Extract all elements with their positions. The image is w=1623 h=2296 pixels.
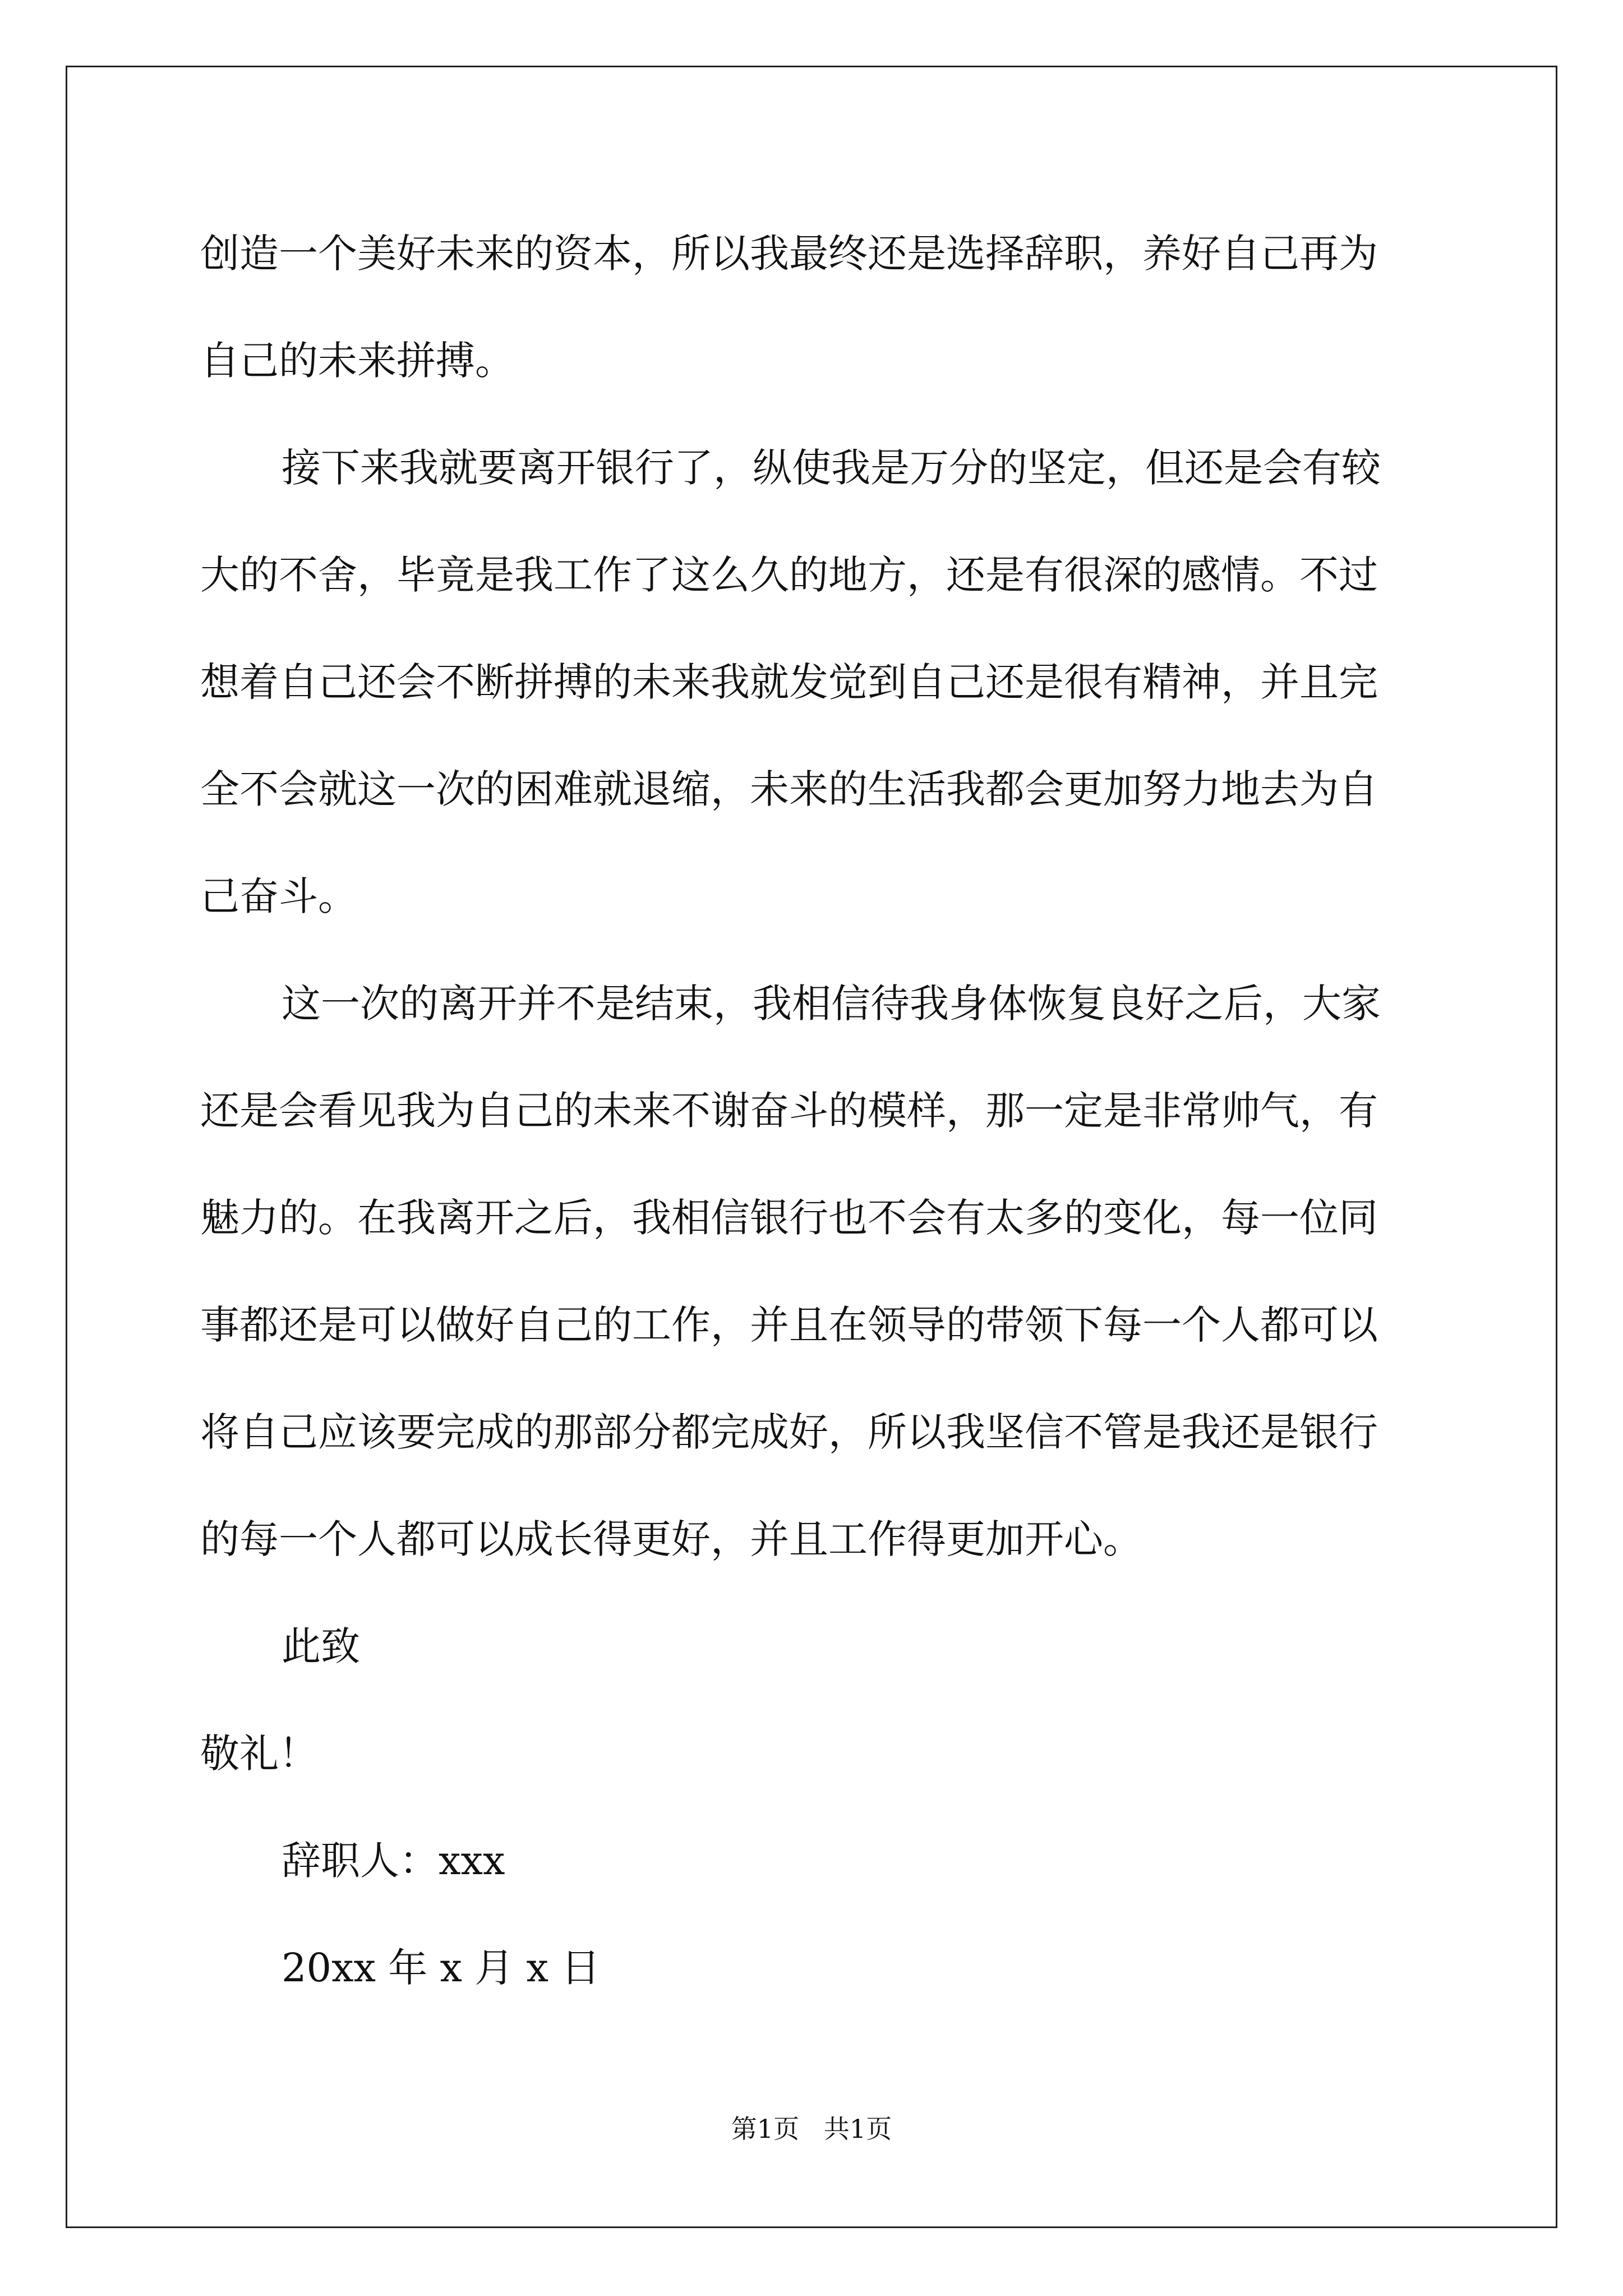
text-line: 大的不舍，毕竟是我工作了这么久的地方，还是有很深的感情。不过 [200,552,1378,598]
text-line: 的每一个人都可以成长得更好，并且工作得更加开心。 [200,1516,1142,1562]
text-line: 想着自己还会不断拼搏的未来我就发觉到自己还是很有精神，并且完 [200,659,1378,705]
closing-line: 此致 [282,1623,360,1669]
text-line: 将自己应该要完成的那部分都完成好，所以我坚信不管是我还是银行 [200,1409,1378,1455]
text-line: 己奋斗。 [200,873,357,919]
date-line: 20xx 年 x 月 x 日 [282,1945,601,1991]
text-line: 魅力的。在我离开之后，我相信银行也不会有太多的变化，每一位同 [200,1195,1378,1241]
signature-line: 辞职人：xxx [282,1838,505,1884]
text-line: 事都还是可以做好自己的工作，并且在领导的带领下每一个人都可以 [200,1302,1378,1348]
text-line: 这一次的离开并不是结束，我相信待我身体恢复良好之后，大家 [282,981,1381,1027]
text-line: 全不会就这一次的困难就退缩，未来的生活我都会更加努力地去为自 [200,766,1378,812]
text-line: 创造一个美好未来的资本，所以我最终还是选择辞职，养好自己再为 [200,231,1378,277]
page-footer: 第1页 共1页 [731,2114,892,2144]
text-line: 接下来我就要离开银行了，纵使我是万分的坚定，但还是会有较 [282,445,1381,491]
salute-line: 敬礼！ [200,1731,318,1777]
text-line: 还是会看见我为自己的未来不谢奋斗的模样，那一定是非常帅气，有 [200,1088,1378,1134]
document-body [200,220,1434,2041]
text-line: 自己的未来拼搏。 [200,338,514,384]
